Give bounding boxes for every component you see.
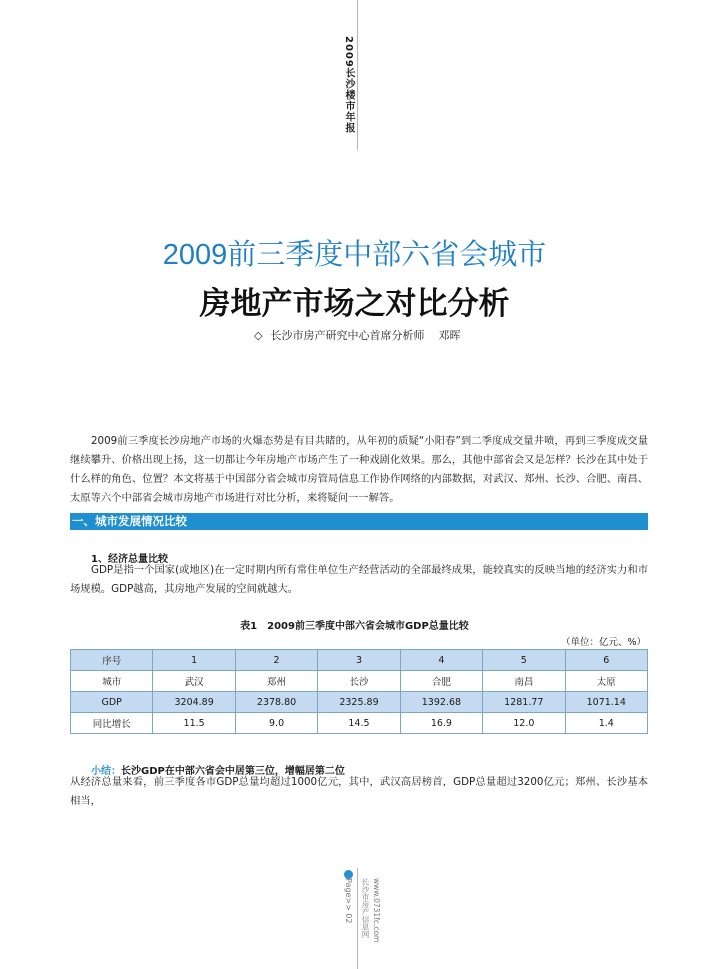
table-cell: 4: [400, 650, 482, 671]
footer-site: [360, 878, 382, 942]
diamond-icon: ◇: [254, 329, 263, 342]
table-cell: 南昌: [483, 671, 565, 692]
summary-text: 长沙GDP在中部六省会中居第三位，增幅居第二位: [121, 766, 345, 777]
gdp-table: [70, 649, 648, 734]
table-cell: 14.5: [318, 713, 400, 734]
table-cell: 1: [153, 650, 235, 671]
table-cell: 6: [565, 650, 647, 671]
table-cell: 同比增长: [71, 713, 153, 734]
table-cell: 长沙: [318, 671, 400, 692]
table-row: [71, 650, 648, 671]
bottom-divider-line: [357, 868, 358, 969]
table-unit: （单位：亿元、%）: [560, 637, 646, 648]
table-cell: 武汉: [153, 671, 235, 692]
table-cell: 1281.77: [483, 692, 565, 713]
table-cell: 郑州: [235, 671, 317, 692]
table-cell: 2: [235, 650, 317, 671]
table-row: [71, 692, 648, 713]
footer-site-name: 长沙市房产信息网: [361, 878, 370, 938]
table-cell: 合肥: [400, 671, 482, 692]
table-cell: 11.5: [153, 713, 235, 734]
table-cell: 12.0: [483, 713, 565, 734]
running-title: 2009长沙楼市年报: [343, 36, 354, 134]
top-divider-line: [357, 0, 358, 150]
table-cell: 序号: [71, 650, 153, 671]
gdp-paragraph: GDP是指一个国家(或地区)在一定时期内所有常住单位生产经营活动的全部最终成果，能较真实的反映当地的经济实力和市场规模。GDP越高，其房地产发展的空间就越大。: [70, 564, 648, 595]
summary-label: 小结：: [91, 766, 121, 777]
table-cell: 太原: [565, 671, 647, 692]
table-cell: 3: [318, 650, 400, 671]
table-row: [71, 713, 648, 734]
table-cell: 5: [483, 650, 565, 671]
table-cell: 城市: [71, 671, 153, 692]
author-name: 邓晖: [438, 329, 461, 342]
intro-paragraph: 2009前三季度长沙房地产市场的火爆态势是有目共睹的，从年初的质疑“小阳春”到二季度成交量井喷，再到三季度成交量继续攀升、价格出现上扬，这一切都让今年房地产市场产生了一种戏剧化效果。那么，其他中部省会又是怎样？长沙在其中处于什么样的角色、位置？本文将基于中国部分省会城市房管局信息工作协作网络的内部数据，对武汉、郑州、长沙、合肥、南昌、太原等六个中部省会城市房地产市场进行对比分析，来将疑问一一解答。: [70, 435, 648, 504]
section-heading: 一、城市发展情况比较: [70, 513, 648, 530]
table-cell: 1392.68: [400, 692, 482, 713]
table-cell: 2378.80: [235, 692, 317, 713]
table-cell: 2325.89: [318, 692, 400, 713]
title-line-2: 房地产市场之对比分析: [199, 286, 510, 322]
table-cell: 1.4: [565, 713, 647, 734]
table-cell: 1071.14: [565, 692, 647, 713]
table-row: [71, 671, 648, 692]
author-line: [254, 327, 460, 343]
subheading-gdp: 1、经济总量比较: [91, 554, 168, 565]
table-cell: 3204.89: [153, 692, 235, 713]
footer-site-url: www.0731fc.com: [372, 878, 381, 943]
summary-paragraph: 从经济总量来看，前三季度各市GDP总量均超过1000亿元，其中，武汉高居榜首，GDP总量超过3200亿元；郑州、长沙基本相当，: [70, 776, 648, 807]
title-line-1: 2009前三季度中部六省会城市: [162, 239, 547, 271]
author-affiliation: 长沙市房产研究中心首席分析师: [270, 329, 425, 342]
table-cell: 16.9: [400, 713, 482, 734]
page-number: Page>> 02: [344, 878, 353, 924]
table-cell: GDP: [71, 692, 153, 713]
table-caption: 表1 2009前三季度中部六省会城市GDP总量比较: [240, 621, 469, 632]
table-cell: 9.0: [235, 713, 317, 734]
